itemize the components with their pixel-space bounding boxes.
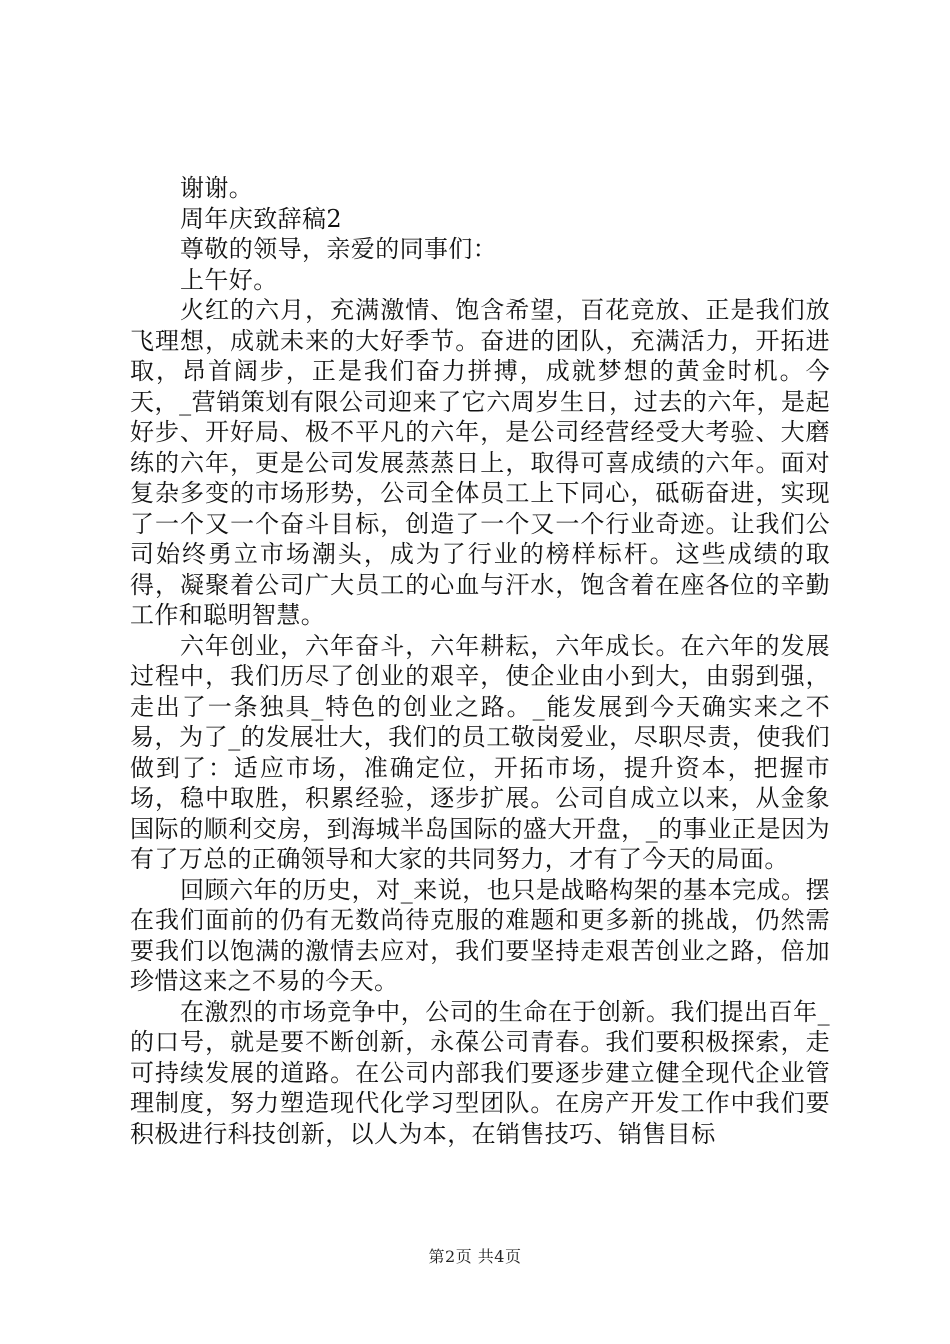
closing-line: 谢谢。	[180, 174, 254, 202]
greeting: 上午好。	[180, 265, 278, 294]
salutation: 尊敬的领导，亲爱的同事们：	[180, 235, 498, 263]
body-paragraph: 六年创业，六年奋斗，六年耕耘，六年成长。在六年的发展过程中，我们历尽了创业的艰辛，使企业由小到大，由弱到强，走出了一条独具_特色的创业之路。_能发展到今天确实来之不易，为了_的发展壮大，我们的员工敬岗爱业，尽职尽责，使我们做到了：适应市场，准确定位，开拓市场，提升资本，把握市场，稳中取胜，积累经验，逐步扩展。公司自成立以来，从金象国际的顺利交房，到海城半岛国际的盛大开盘，_的事业正是因为有了万总的正确领导和大家的共同努力，才有了今天的局面。	[130, 631, 830, 873]
speech-title: 周年庆致辞稿2	[180, 204, 343, 233]
document-body	[130, 173, 830, 1149]
page-number-footer: 第2页 共4页	[428, 1247, 522, 1266]
body-paragraph: 回顾六年的历史，对_来说，也只是战略构架的基本完成。摆在我们面前的仍有无数尚待克服的难题和更多新的挑战，仍然需要我们以饱满的激情去应对，我们要坚持走艰苦创业之路，倍加珍惜这来之不易的今天。	[130, 875, 830, 995]
body-paragraph: 在激烈的市场竞争中，公司的生命在于创新。我们提出百年_的口号，就是要不断创新，永葆公司青春。我们要积极探索，走可持续发展的道路。在公司内部我们要逐步建立健全现代企业管理制度，努力塑造现代化学习型团队。在房产开发工作中我们要积极进行科技创新，以人为本，在销售技巧、销售目标	[130, 997, 830, 1148]
body-paragraph: 火红的六月，充满激情、饱含希望，百花竞放、正是我们放飞理想，成就未来的大好季节。奋进的团队，充满活力，开拓进取，昂首阔步，正是我们奋力拼搏，成就梦想的黄金时机。今天，_营销策划有限公司迎来了它六周岁生日，过去的六年，是起好步、开好局、极不平凡的六年，是公司经营经受大考验、大磨练的六年，更是公司发展蒸蒸日上，取得可喜成绩的六年。面对复杂多变的市场形势，公司全体员工上下同心，砥砺奋进，实现了一个又一个奋斗目标，创造了一个又一个行业奇迹。让我们公司始终勇立市场潮头，成为了行业的榜样标杆。这些成绩的取得，凝聚着公司广大员工的心血与汗水，饱含着在座各位的辛勤工作和聪明智慧。	[130, 296, 830, 629]
